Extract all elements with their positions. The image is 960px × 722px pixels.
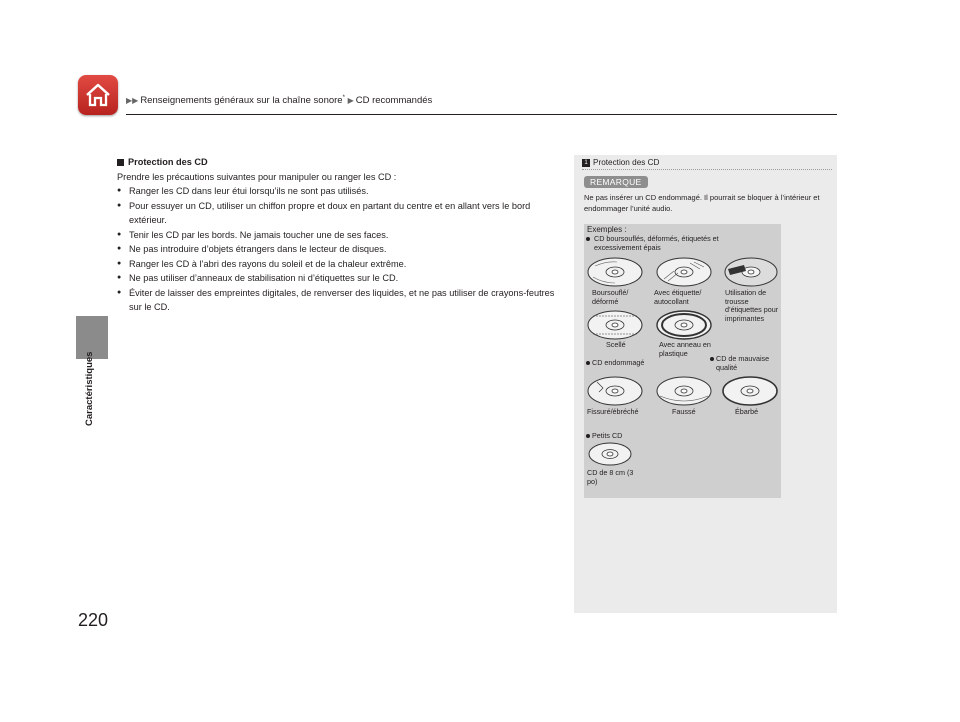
label-fausse: Faussé (672, 407, 696, 416)
disc-printer-label-icon (724, 257, 778, 287)
home-button[interactable] (78, 75, 118, 115)
label-fissure: Fissuré/ébréché (587, 407, 639, 416)
label-imprimantes: Utilisation de trousse d’étiquettes pour imprimantes (725, 288, 779, 323)
intro-text: Prendre les précautions suivantes pour manipuler ou ranger les CD : (117, 171, 397, 182)
precautions-list (117, 184, 562, 315)
chapter-label: Caractéristiques (84, 351, 95, 426)
breadcrumb (126, 95, 432, 106)
note-text: Ne pas insérer un CD endommagé. Il pourrait se bloquer à l’intérieur et endommager l’unité audio. (584, 193, 820, 213)
list-item: ● Tenir les CD par les bords. Ne jamais toucher une de ses faces. (117, 228, 562, 243)
header-divider (126, 114, 837, 115)
disc-burred-icon (722, 376, 778, 406)
disc-sealed-icon (587, 310, 643, 340)
breadcrumb-current: CD recommandés (355, 95, 433, 107)
list-item: ● Ranger les CD à l’abri des rayons du soleil et de la chaleur extrême. (117, 257, 562, 272)
sidebar-divider (582, 169, 832, 170)
main-content (117, 155, 562, 315)
disc-bent-icon (656, 376, 712, 406)
disc-label-icon (656, 257, 712, 287)
reference-number: 1 (582, 159, 590, 167)
group-warped-label (586, 235, 592, 244)
label-boursoufle: Boursouflé/ déformé (592, 288, 629, 306)
remarque-badge: REMARQUE (584, 176, 648, 188)
list-item: ● Ne pas introduire d’objets étrangers dans le lecteur de disques. (117, 242, 562, 257)
sidebar-heading: 1 Protection des CD (582, 158, 659, 167)
footnote-star: * (342, 95, 345, 101)
breadcrumb-arrow-icon: ▶▶ (126, 96, 139, 106)
disc-ring-icon (656, 310, 712, 340)
label-ebarbe: Ébarbé (735, 407, 759, 416)
label-etiquette: Avec étiquette/ autocollant (654, 288, 702, 306)
page-number: 220 (78, 610, 109, 630)
section-title: Protection des CD (117, 155, 562, 170)
breadcrumb-link-general[interactable]: Renseignements généraux sur la chaîne sonore (140, 95, 343, 107)
home-icon (85, 83, 111, 107)
disc-small-icon (588, 442, 632, 466)
label-scelle: Scellé (606, 340, 626, 349)
disc-cracked-icon (587, 376, 643, 406)
examples-panel (584, 224, 781, 498)
square-bullet-icon (117, 159, 124, 166)
list-item: ● Éviter de laisser des empreintes digitales, de renverser des liquides, et ne pas utiliser de crayons-feutres sur le CD. (117, 286, 562, 315)
group-damaged-label: CD endommagé (586, 359, 644, 368)
label-anneau: Avec anneau en plastique (659, 340, 711, 358)
breadcrumb-arrow-icon: ▶ (347, 96, 354, 106)
group-small-label: Petits CD (586, 432, 622, 441)
disc-warped-icon (587, 257, 643, 287)
list-item: ● Ne pas utiliser d’anneaux de stabilisation ni d’étiquettes sur le CD. (117, 271, 562, 286)
sidebar-notes (574, 155, 837, 613)
group-warped-text: CD boursouflés, déformés, étiquetés et excessivement épais (594, 234, 719, 252)
list-item: ● Ranger les CD dans leur étui lorsqu’ils ne sont pas utilisés. (117, 184, 562, 199)
group-quality-label: CD de mauvaise qualité (710, 355, 784, 372)
examples-title: Exemples : (587, 225, 627, 234)
label-cd8: CD de 8 cm (3 po) (587, 468, 634, 486)
list-item: ● Pour essuyer un CD, utiliser un chiffon propre et doux en partant du centre et en allant vers le bord extérieur. (117, 199, 562, 228)
